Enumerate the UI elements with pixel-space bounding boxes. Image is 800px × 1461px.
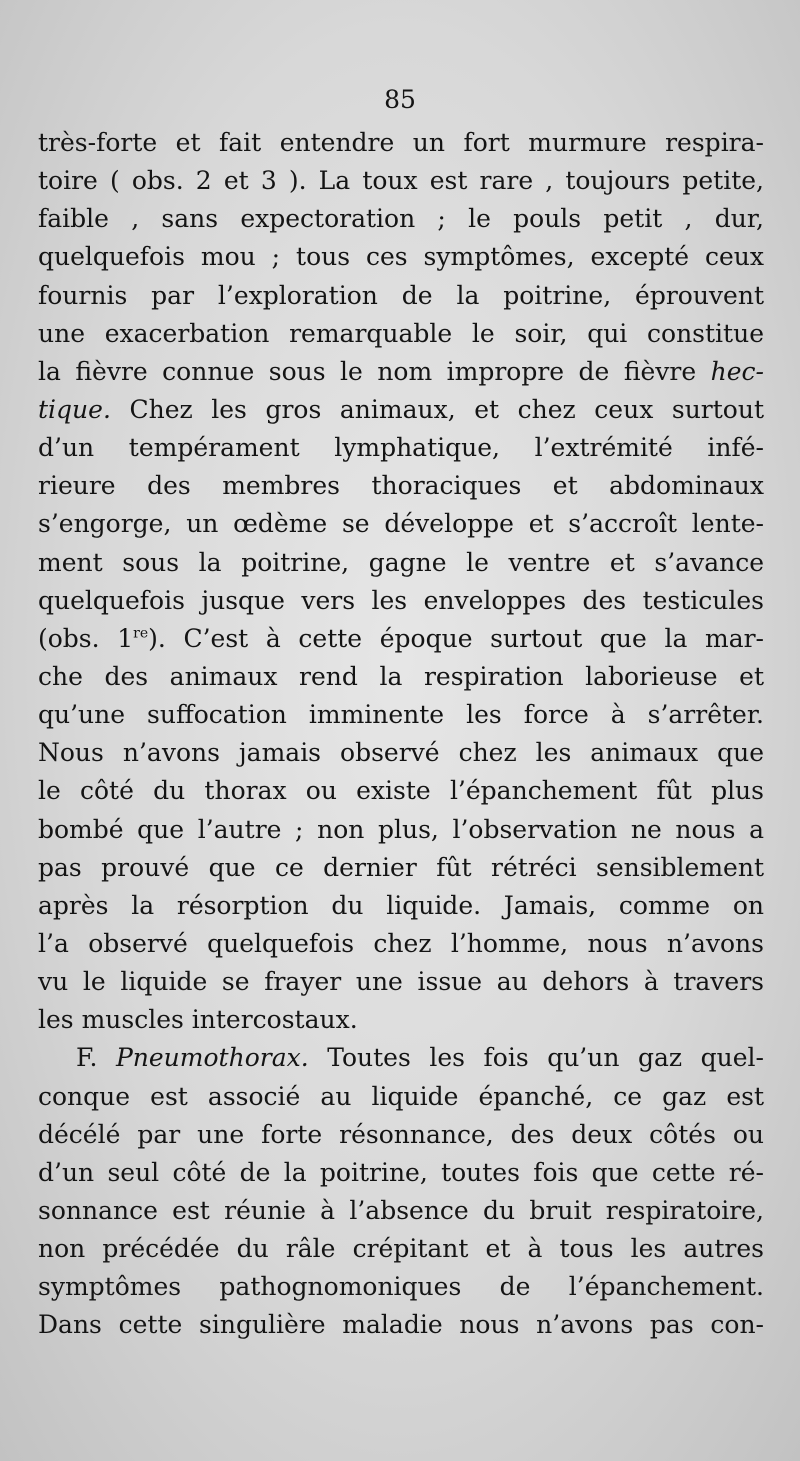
text-segment: Chez les gros animaux, et chez ceux surtout xyxy=(129,394,764,424)
text-line: le côté du thorax ou existe l’épanchement fût plus xyxy=(38,776,764,806)
text-line: quelquefois mou ; tous ces symptômes, excepté ceux xyxy=(38,242,764,272)
text-line: non précédée du râle crépitant et à tous les autres xyxy=(38,1234,764,1264)
text-line: d’un seul côté de la poitrine, toutes fois que cette ré- xyxy=(38,1157,764,1187)
italic-text: tique. xyxy=(38,394,111,424)
text-line: Dans cette singulière maladie nous n’avons pas con- xyxy=(38,1310,764,1340)
text-line: Nous n’avons jamais observé chez les animaux que xyxy=(38,738,764,768)
text-segment: ). C’est à cette époque surtout que la mar- xyxy=(148,623,765,653)
text-line: quelquefois jusque vers les enveloppes des testicules xyxy=(38,585,764,615)
text-segment: la fièvre connue sous le nom impropre de fièvre xyxy=(38,356,697,386)
text-line: s’engorge, un œdème se développe et s’accroît lente- xyxy=(38,509,764,539)
text-line: ment sous la poitrine, gagne le ventre et s’avance xyxy=(38,547,764,577)
text-line: rieure des membres thoraciques et abdominaux xyxy=(38,471,764,501)
text-line: une exacerbation remarquable le soir, qui constitue xyxy=(38,318,764,348)
text-line: pas prouvé que ce dernier fût rétréci sensiblement xyxy=(38,852,764,882)
text-line: bombé que l’autre ; non plus, l’observation ne nous a xyxy=(38,814,764,844)
text-segment: Toutes les fois qu’un gaz quel- xyxy=(327,1043,764,1073)
text-line xyxy=(38,1039,764,1077)
text-line: conque est associé au liquide épanché, ce gaz est xyxy=(38,1081,764,1111)
text-line: après la résorption du liquide. Jamais, comme on xyxy=(38,890,764,920)
text-line: très-forte et fait entendre un fort murmure respira- xyxy=(38,128,764,157)
text-line: fournis par l’exploration de la poitrine, éprouvent xyxy=(38,280,764,310)
text-line: décélé par une forte résonnance, des deux côtés ou xyxy=(38,1119,764,1149)
text-line: toire ( obs. 2 et 3 ). La toux est rare , toujours petite, xyxy=(38,166,764,196)
text-line: symptômes pathognomoniques de l’épanchement. xyxy=(38,1272,764,1302)
page-number: 85 xyxy=(384,85,416,114)
text-line xyxy=(38,620,764,658)
text-line: faible , sans expectoration ; le pouls petit , dur, xyxy=(38,204,764,234)
text-line: vu le liquide se frayer une issue au dehors à travers xyxy=(38,967,764,997)
text-line: les muscles intercostaux. xyxy=(38,1005,358,1035)
text-line xyxy=(38,391,764,429)
superscript: re xyxy=(133,625,149,642)
section-label: F. xyxy=(76,1043,98,1073)
text-line: qu’une suffocation imminente les force à s’arrêter. xyxy=(38,700,764,730)
body-text xyxy=(38,124,764,1345)
section-title: Pneumothorax. xyxy=(115,1043,309,1073)
text-line: d’un tempérament lymphatique, l’extrémité infé- xyxy=(38,433,764,463)
text-line: che des animaux rend la respiration laborieuse et xyxy=(38,661,764,691)
text-segment: (obs. 1 xyxy=(38,623,134,653)
text-line: l’a observé quelquefois chez l’homme, nous n’avons xyxy=(38,928,764,958)
text-line xyxy=(38,353,764,391)
italic-text: hec- xyxy=(710,356,764,386)
text-line: sonnance est réunie à l’absence du bruit respiratoire, xyxy=(38,1195,764,1225)
